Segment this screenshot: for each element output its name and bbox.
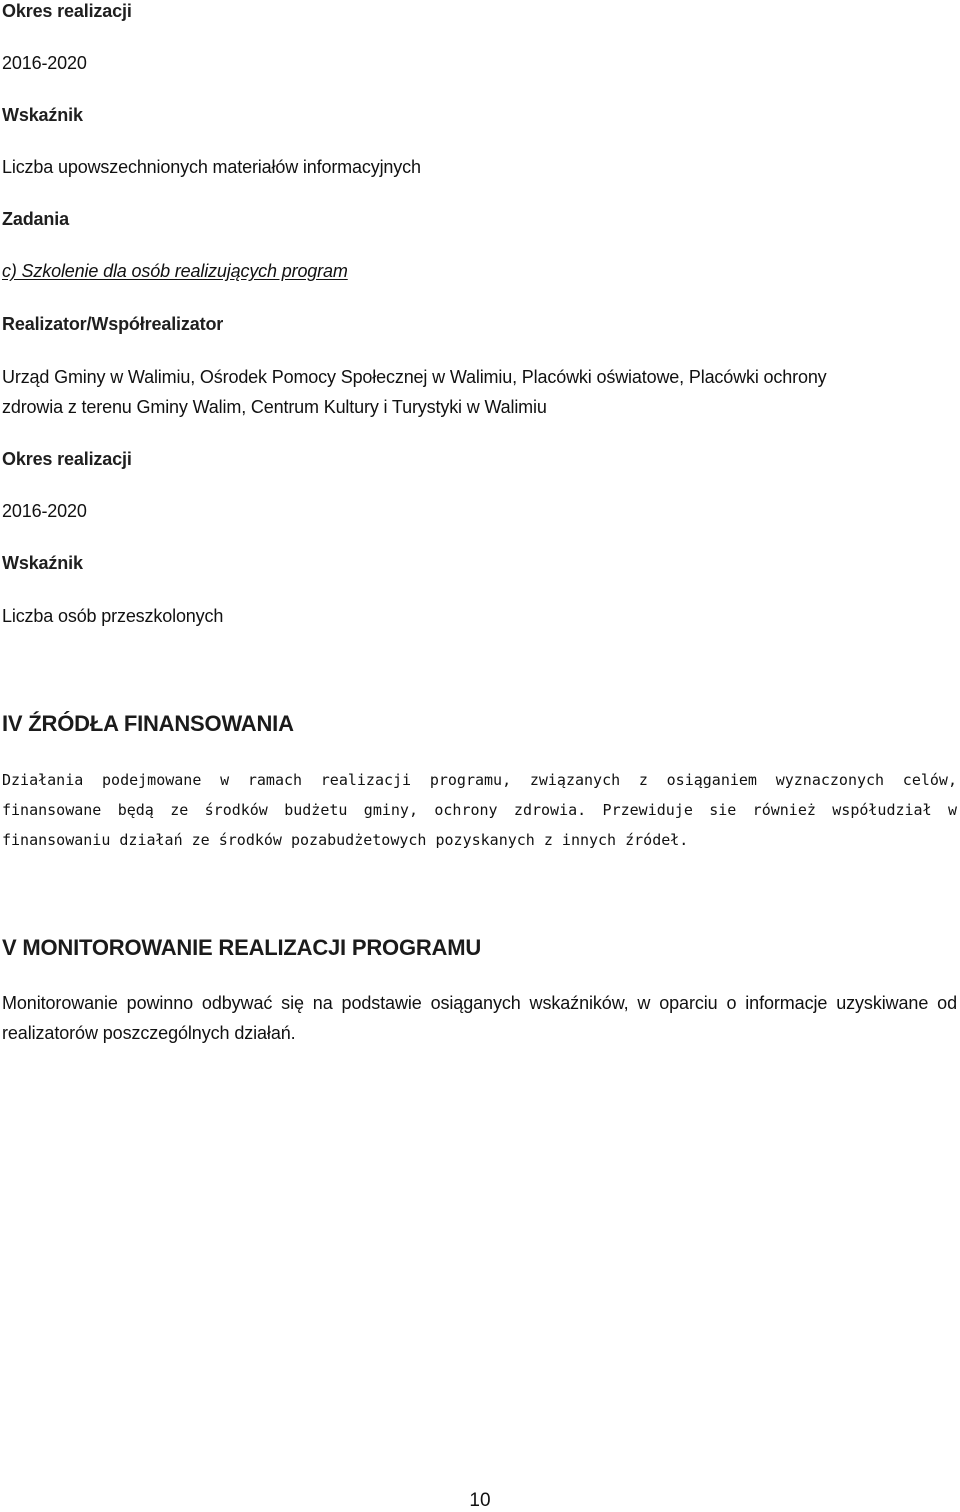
- task-item: c) Szkolenie dla osób realizujących program: [2, 261, 348, 281]
- wskaznik-value-1: Liczba upowszechnionych materiałów informacyjnych: [2, 157, 421, 177]
- okres-realizacji-value-2: 2016-2020: [2, 501, 87, 521]
- finansowanie-paragraph: Działania podejmowane w ramach realizacji programu, związanych z osiąganiem wyznaczonych celów, finansowane będą ze środków budżetu gminy, ochrony zdrowia. Przewiduje sie również współudział w finansowaniu działań ze środków pozabudżetowych pozyskanych z innych źródeł.: [2, 771, 957, 849]
- okres-realizacji-value-1: 2016-2020: [2, 53, 87, 73]
- realizator-label: Realizator/Współrealizator: [2, 314, 224, 334]
- okres-realizacji-label-1: Okres realizacji: [2, 1, 132, 21]
- wskaznik-value-2: Liczba osób przeszkolonych: [2, 606, 224, 626]
- monitorowanie-paragraph: Monitorowanie powinno odbywać się na podstawie osiąganych wskaźników, w oparciu o informacje uzyskiwane od realizatorów poszczególnych działań.: [2, 993, 957, 1043]
- section-heading-iv: IV ŹRÓDŁA FINANSOWANIA: [2, 711, 294, 736]
- page-number: 10: [469, 1490, 491, 1511]
- zadania-label: Zadania: [2, 209, 69, 229]
- realizator-line-2: zdrowia z terenu Gminy Walim, Centrum Kultury i Turystyki w Walimiu: [2, 397, 547, 417]
- wskaznik-label-1: Wskaźnik: [2, 105, 83, 125]
- section-heading-v: V MONITOROWANIE REALIZACJI PROGRAMU: [2, 935, 482, 960]
- realizator-line-1: Urząd Gminy w Walimiu, Ośrodek Pomocy Społecznej w Walimiu, Placówki oświatowe, Placówki ochrony: [2, 367, 827, 387]
- okres-realizacji-label-2: Okres realizacji: [2, 449, 132, 469]
- wskaznik-label-2: Wskaźnik: [2, 553, 83, 573]
